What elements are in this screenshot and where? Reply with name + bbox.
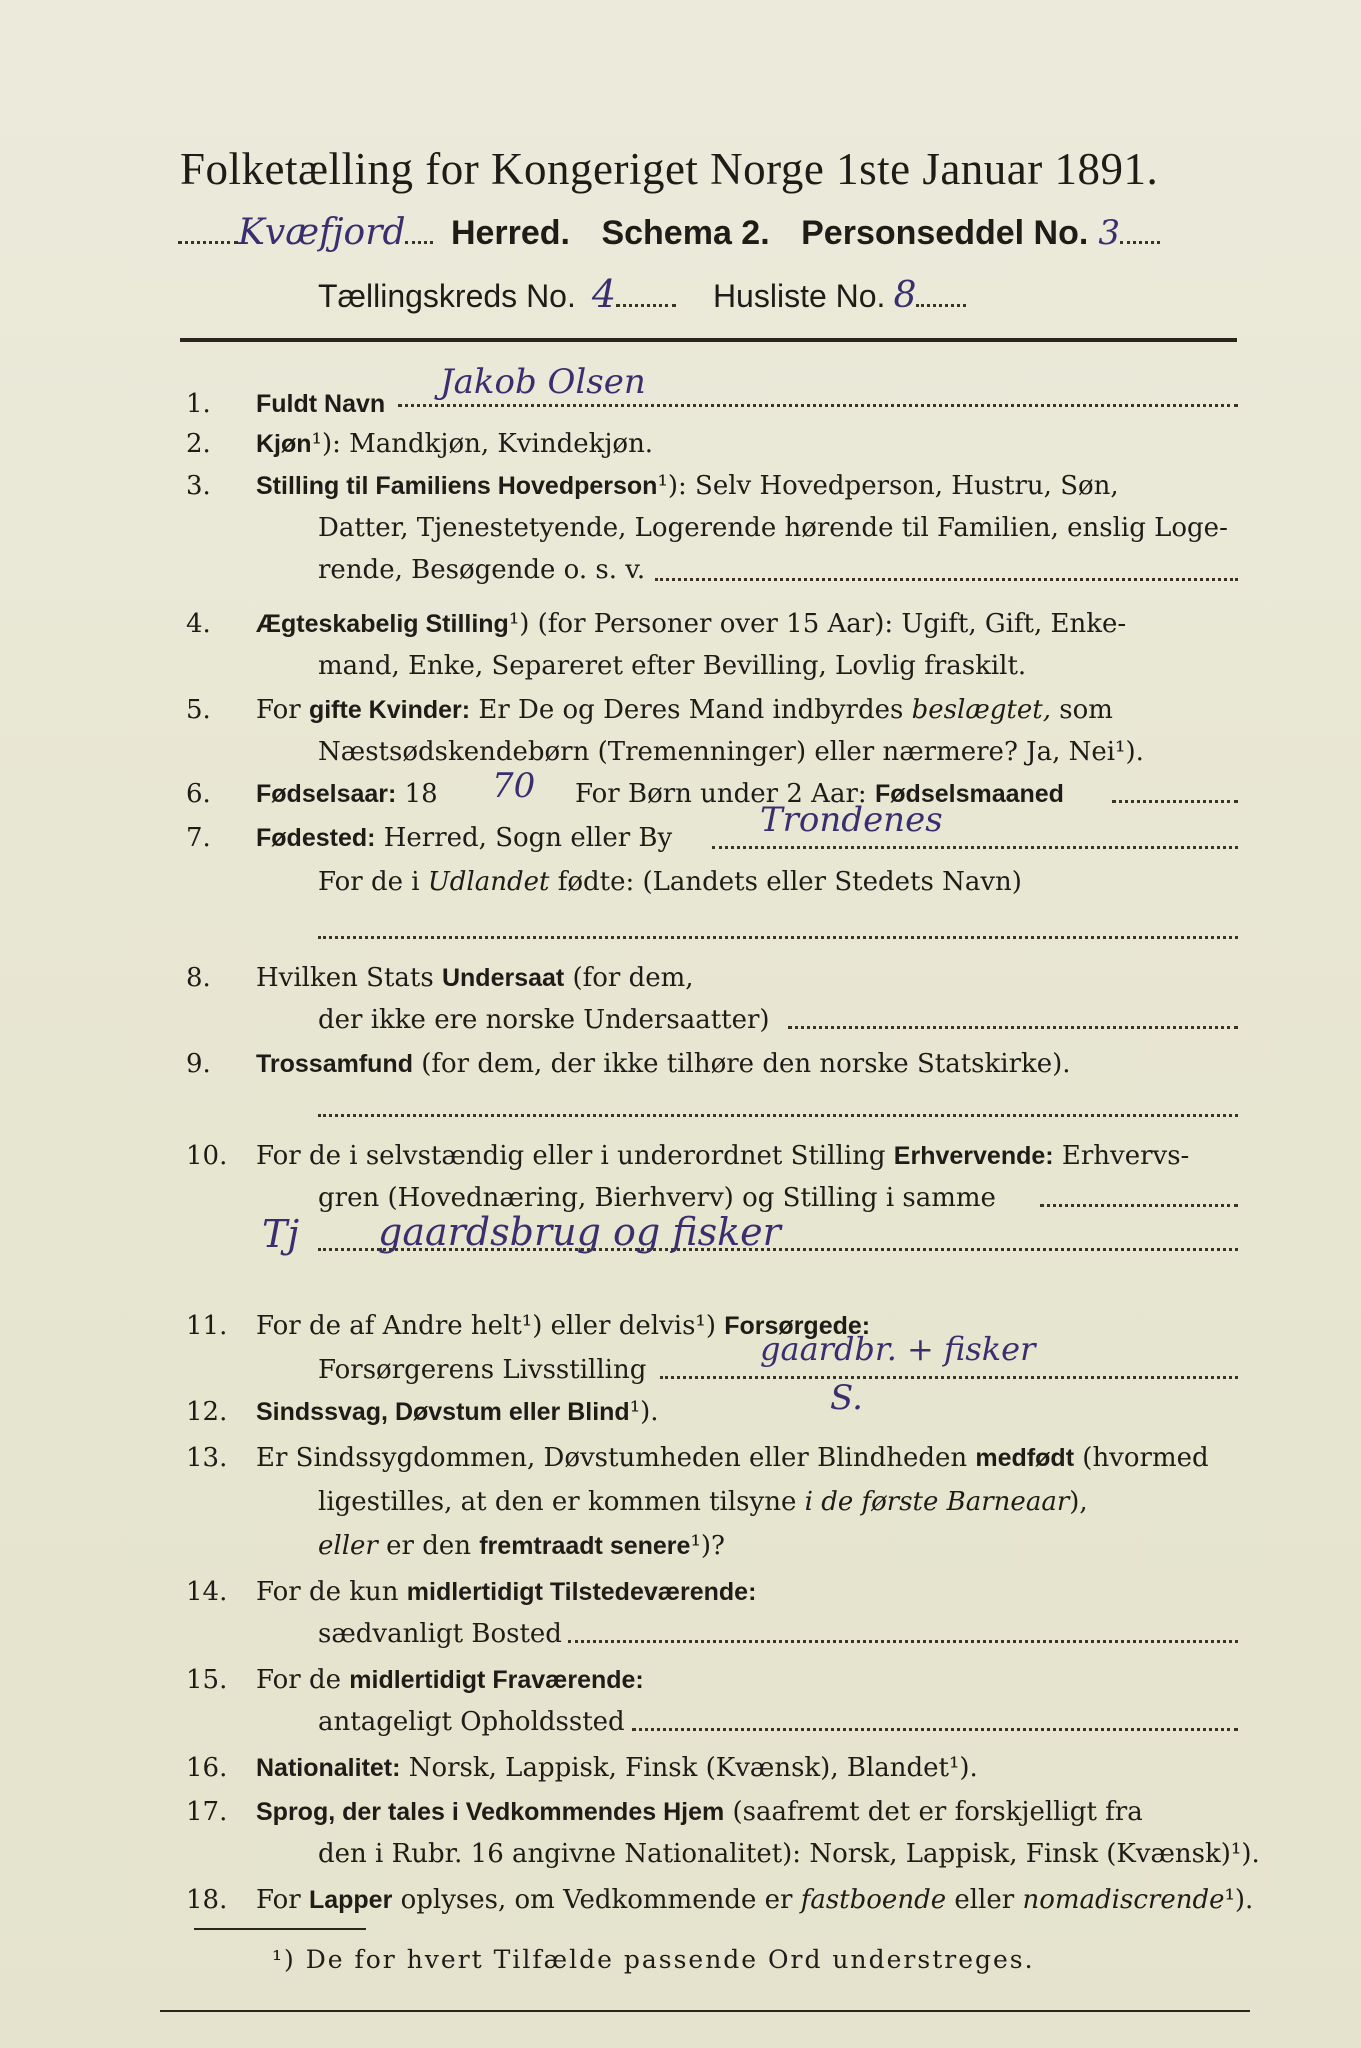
- item-number: 11.: [186, 1311, 228, 1341]
- item-label: Kjøn: [256, 430, 312, 458]
- item-options: antageligt Opholdssted: [318, 1707, 625, 1737]
- item-text: [256, 424, 653, 464]
- item-13-cont2: [0, 1526, 1361, 1566]
- item-label: Sindssvag, Døvstum eller Blind: [256, 1398, 630, 1426]
- item-13: [0, 1438, 1361, 1478]
- item-label: Undersaat: [441, 964, 565, 992]
- item-options: gren (Hovednæring, Bierhverv) og Stilling i samme: [318, 1183, 996, 1213]
- item-label: fremtraadt senere: [479, 1532, 691, 1560]
- item-4-cont: [0, 646, 1361, 686]
- answer-line: [398, 404, 1238, 407]
- answer-line: [712, 846, 1238, 849]
- item-label: Fødselsaar:: [256, 780, 397, 808]
- item-emphasis: beslægtet,: [911, 695, 1051, 725]
- item-number: 13.: [186, 1443, 228, 1473]
- item-options: Er De og Deres Mand indbyrdes: [478, 695, 904, 725]
- answer-disability: S.: [830, 1378, 863, 1418]
- item-number: 2.: [186, 429, 211, 459]
- item-17: [0, 1792, 1361, 1832]
- answer-provider-occupation: gaardbr. + fisker: [760, 1330, 1036, 1368]
- item-emphasis: nomadiscrende: [1022, 1885, 1225, 1915]
- item-text: [256, 1044, 1071, 1084]
- item-9: [0, 1044, 1361, 1084]
- item-14-cont: [0, 1614, 1361, 1654]
- item-number: 7.: [186, 823, 211, 853]
- item-text: [256, 774, 438, 814]
- answer-occupation: gaardsbrug og fisker: [378, 1210, 781, 1254]
- item-7-cont: [0, 862, 1361, 902]
- item-14: [0, 1572, 1361, 1612]
- item-text-pre: For de i: [318, 867, 420, 897]
- item-7: [0, 818, 1361, 858]
- item-text: [256, 1748, 978, 1788]
- item-5: [0, 690, 1361, 730]
- answer-line: [318, 1114, 1238, 1117]
- item-options: sædvanligt Bosted: [318, 1619, 562, 1649]
- item-number: 17.: [186, 1797, 228, 1827]
- item-label: midlertidigt Fraværende:: [349, 1666, 644, 1694]
- item-17-cont: [0, 1834, 1361, 1874]
- item-options: Forsørgerens Livsstilling: [318, 1355, 647, 1385]
- item-number: 5.: [186, 695, 211, 725]
- item-number: 14.: [186, 1577, 228, 1607]
- item-text-mid: eller: [954, 1885, 1015, 1915]
- item-number: 3.: [186, 471, 211, 501]
- kreds-number: 4: [591, 272, 617, 316]
- answer-line: [655, 578, 1238, 581]
- item-label: midlertidigt Tilstedeværende:: [406, 1578, 757, 1606]
- municipality-handwritten: Kvæfjord: [238, 212, 406, 253]
- header-line-herred: [178, 212, 1238, 262]
- item-6: [0, 766, 1361, 814]
- item-text: [318, 862, 1022, 902]
- item-options: Erhvervs-: [1061, 1141, 1190, 1171]
- answer-birth-year: 70: [492, 766, 536, 806]
- item-number: 4.: [186, 609, 211, 639]
- item-8: [0, 958, 1361, 998]
- item-options: ¹): Mandkjøn, Kvindekjøn.: [311, 429, 654, 459]
- item-text-prefix: 18: [404, 779, 438, 809]
- item-number: 16.: [186, 1753, 228, 1783]
- footnote-rule: [194, 1928, 366, 1930]
- item-label: Ægteskabelig Stilling: [256, 610, 509, 638]
- item-emphasis: eller: [318, 1531, 378, 1561]
- item-text-pre: Er Sindssygdommen, Døvstumheden eller Blindheden: [256, 1443, 968, 1473]
- header-line-kreds: [318, 272, 1218, 320]
- item-number: 1.: [186, 389, 211, 419]
- item-10: [0, 1136, 1361, 1176]
- item-options: For Børn under 2 Aar:: [575, 779, 867, 809]
- answer-full-name: Jakob Olsen: [440, 362, 646, 402]
- item-options: mand, Enke, Separeret efter Bevilling, Lovlig fraskilt.: [318, 651, 1027, 681]
- item-label: Lapper: [308, 1886, 393, 1914]
- item-label: Fuldt Navn: [256, 390, 386, 418]
- item-text: [256, 1880, 1253, 1920]
- item-text: [256, 1392, 659, 1432]
- item-text-end: som: [1059, 695, 1113, 725]
- answer-line: [318, 936, 1238, 939]
- schema-label: Schema 2.: [601, 214, 770, 252]
- item-text: [256, 1438, 1209, 1478]
- item-options: den i Rubr. 16 angivne Nationalitet): Norsk, Lappisk, Finsk (Kvænsk)¹).: [318, 1839, 1260, 1869]
- item-text: [318, 1526, 725, 1566]
- item-options: fødte: (Landets eller Stedets Navn): [557, 867, 1022, 897]
- item-text-pre: For de kun: [256, 1577, 399, 1607]
- item-emphasis: fastboende: [800, 1885, 947, 1915]
- item-options: rende, Besøgende o. s. v.: [318, 555, 646, 585]
- item-3: [0, 466, 1361, 506]
- item-text: [318, 1482, 1088, 1522]
- item-label: Fødested:: [256, 824, 376, 852]
- item-text-end: ¹)?: [690, 1531, 725, 1561]
- item-text-end: ¹).: [1224, 1885, 1254, 1915]
- answer-line: [1112, 800, 1238, 803]
- item-text-pre: For: [256, 1885, 301, 1915]
- item-text-end: ),: [1069, 1487, 1088, 1517]
- answer-birthplace: Trondenes: [760, 800, 943, 840]
- footnote: ¹) De for hvert Tilfælde passende Ord understreges.: [272, 1945, 1035, 1974]
- item-emphasis: i de første Barneaar: [804, 1487, 1070, 1517]
- item-number: 10.: [186, 1141, 228, 1171]
- item-label: Stilling til Familiens Hovedperson: [256, 472, 658, 500]
- item-text: [256, 958, 694, 998]
- item-text: [256, 1660, 644, 1700]
- item-5-cont: [0, 732, 1361, 772]
- item-text-pre: For de i selvstændig eller i underordnet Stilling: [256, 1141, 886, 1171]
- husliste-label: Husliste No.: [712, 278, 886, 314]
- answer-line: [660, 1376, 1238, 1379]
- item-options: ¹).: [629, 1397, 659, 1427]
- item-text: [256, 1136, 1189, 1176]
- item-options: Datter, Tjenestetyende, Logerende hørende til Familien, enslig Loge-: [318, 513, 1228, 543]
- husliste-number: 8: [893, 275, 917, 316]
- item-options: (saafremt det er forskjelligt fra: [732, 1797, 1143, 1827]
- item-label: Erhvervende:: [893, 1142, 1054, 1170]
- item-text: [256, 818, 672, 858]
- item-options: Næstsødskendebørn (Tremenninger) eller nærmere? Ja, Nei¹).: [318, 737, 1144, 767]
- item-number: 6.: [186, 779, 211, 809]
- item-11-cont: [0, 1350, 1361, 1390]
- item-options: ¹): Selv Hovedperson, Hustru, Søn,: [657, 471, 1119, 501]
- item-text: [256, 466, 1119, 506]
- item-label: Forsørgede:: [724, 1312, 871, 1340]
- item-18: [0, 1880, 1361, 1920]
- item-emphasis: Udlandet: [427, 867, 550, 897]
- item-options: (hvormed: [1082, 1443, 1209, 1473]
- item-number: 18.: [186, 1885, 228, 1915]
- form-title: Folketælling for Kongeriget Norge 1ste Januar 1891.: [180, 144, 1159, 194]
- item-options: ligestilles, at den er kommen tilsyne: [318, 1487, 797, 1517]
- item-options: oplyses, om Vedkommende er: [400, 1885, 793, 1915]
- item-options: der ikke ere norske Undersaatter): [318, 1005, 770, 1035]
- item-options: er den: [386, 1531, 471, 1561]
- item-number: 15.: [186, 1665, 228, 1695]
- dots: [616, 304, 676, 307]
- dots: [178, 241, 238, 244]
- page-bottom-edge: [160, 2010, 1250, 2012]
- item-15-cont: [0, 1702, 1361, 1742]
- item-16: [0, 1748, 1361, 1788]
- item-options: ¹) (for Personer over 15 Aar): Ugift, Gift, Enke-: [508, 609, 1127, 639]
- item-text-pre: For de: [256, 1665, 341, 1695]
- item-text: [256, 1572, 756, 1612]
- answer-line: [568, 1640, 1238, 1643]
- personseddel-label: Personseddel No.: [801, 214, 1089, 252]
- personseddel-number: 3: [1098, 213, 1120, 253]
- answer-line: [1040, 1204, 1238, 1207]
- item-number: 8.: [186, 963, 211, 993]
- item-label: Nationalitet:: [256, 1754, 401, 1782]
- item-label: gifte Kvinder:: [308, 696, 471, 724]
- item-number: 12.: [186, 1397, 228, 1427]
- item-11: [0, 1306, 1361, 1346]
- answer-line: [788, 1026, 1238, 1029]
- item-label: Fødselsmaaned: [875, 780, 1064, 808]
- item-label: medfødt: [975, 1444, 1075, 1472]
- item-3-cont: [0, 508, 1361, 548]
- header-rule: [180, 338, 1237, 342]
- kreds-label: Tællingskreds No.: [318, 278, 576, 314]
- item-options: (for dem, der ikke tilhøre den norske Statskirke).: [421, 1049, 1071, 1079]
- item-text-pre: For: [256, 695, 301, 725]
- item-2: [0, 424, 1361, 464]
- item-12: [0, 1392, 1361, 1432]
- item-13-cont: [0, 1482, 1361, 1522]
- item-label: Sprog, der tales i Vedkommendes Hjem: [256, 1798, 725, 1826]
- item-3-cont2: [0, 550, 1361, 590]
- dots: [405, 241, 433, 244]
- item-text-pre: Hvilken Stats: [256, 963, 434, 993]
- answer-occupation-prefix: Tj: [262, 1212, 300, 1256]
- item-options: Herred, Sogn eller By: [383, 823, 673, 853]
- answer-line: [632, 1728, 1238, 1731]
- item-options: Norsk, Lappisk, Finsk (Kvænsk), Blandet¹).: [408, 1753, 978, 1783]
- item-number: 9.: [186, 1049, 211, 1079]
- item-8-cont: [0, 1000, 1361, 1040]
- dots: [1120, 241, 1160, 244]
- item-15: [0, 1660, 1361, 1700]
- item-text: [256, 690, 1113, 730]
- item-label: Trossamfund: [256, 1050, 413, 1078]
- item-options: (for dem,: [572, 963, 694, 993]
- item-text-pre: For de af Andre helt¹) eller delvis¹): [256, 1311, 716, 1341]
- item-4: [0, 604, 1361, 644]
- herred-label: Herred.: [450, 214, 570, 252]
- dots: [916, 304, 966, 307]
- item-text: [256, 604, 1126, 644]
- item-text: [256, 1792, 1143, 1832]
